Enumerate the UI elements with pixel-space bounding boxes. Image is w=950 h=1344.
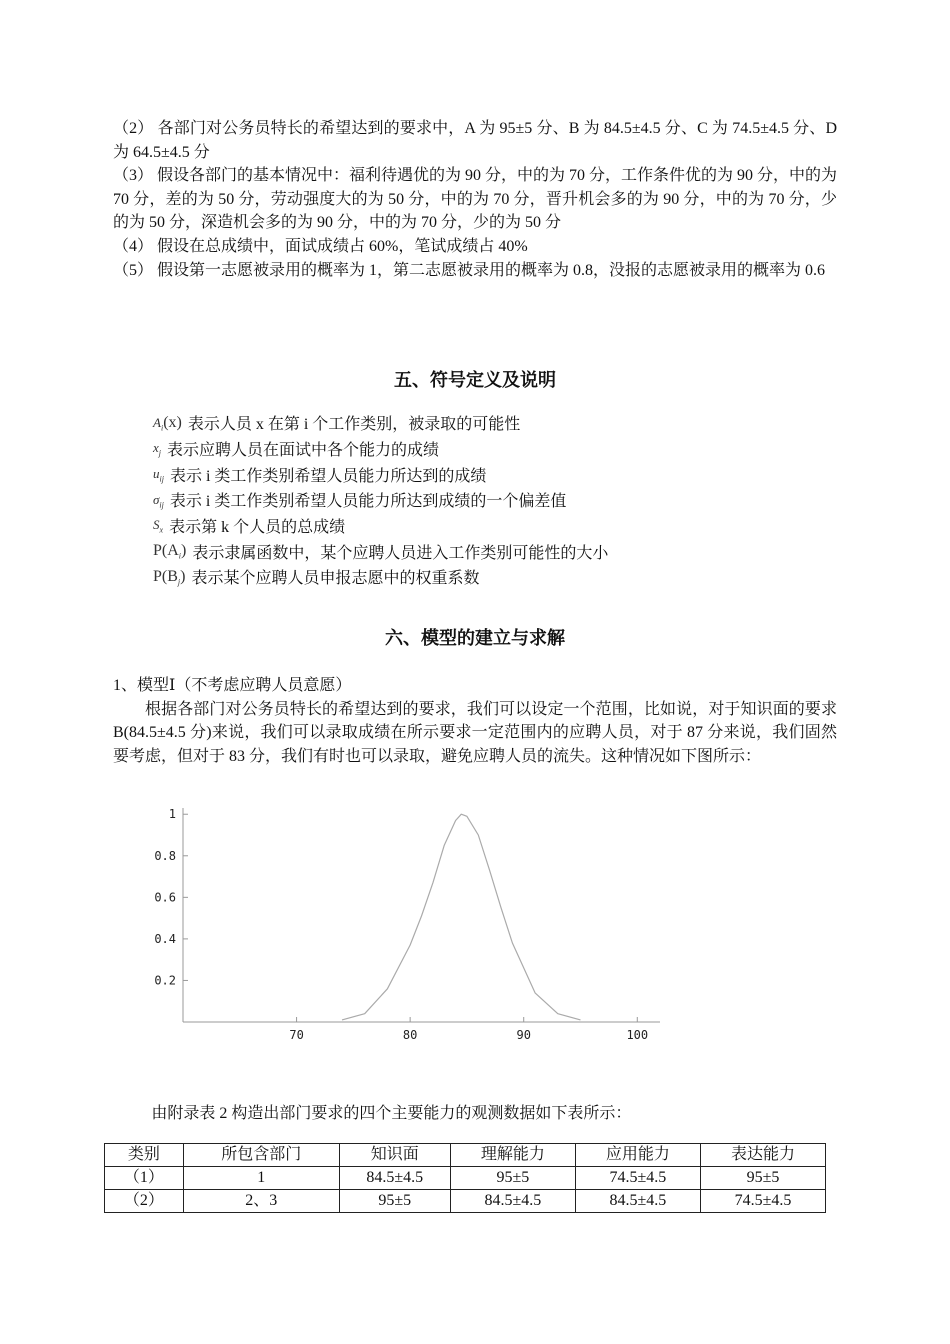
table-cell: 95±5	[700, 1167, 825, 1190]
table-cell: （2）	[105, 1190, 184, 1213]
symbol-notation: $x_j$	[153, 440, 162, 458]
symbol-row	[153, 538, 793, 564]
table-cell: 95±5	[339, 1190, 450, 1213]
symbol-notation: $P(A_i)$	[153, 541, 187, 561]
symbol-description: 表示 i 类工作类别希望人员能力所达到的成绩	[169, 467, 487, 485]
assumptions-block	[113, 117, 837, 282]
symbol-notation: $P(B_j)$	[153, 567, 186, 587]
y-tick-label: 0.8	[154, 848, 176, 863]
table-cell: 84.5±4.5	[450, 1190, 575, 1213]
table-cell: 2、3	[183, 1190, 339, 1213]
observation-table	[104, 1143, 826, 1213]
table-cell: 74.5±4.5	[700, 1190, 825, 1213]
table-cell: 74.5±4.5	[575, 1167, 700, 1190]
symbol-list	[153, 410, 793, 590]
assumption-4: （4） 假设在总成绩中，面试成绩占 60%，笔试成绩占 40%	[113, 237, 528, 255]
symbol-description: 表示某个应聘人员申报志愿中的权重系数	[191, 570, 480, 588]
symbol-description: 表示第 k 个人员的总成绩	[169, 519, 346, 537]
symbol-description: 表示 i 类工作类别希望人员能力所达到成绩的一个偏差值	[169, 493, 567, 511]
table-header-cell: 理解能力	[450, 1144, 575, 1167]
membership-curve	[342, 814, 581, 1020]
symbol-row	[153, 564, 793, 590]
y-tick-label: 0.2	[154, 973, 176, 988]
table-header-cell: 所包含部门	[183, 1144, 339, 1167]
table-cell: 95±5	[450, 1167, 575, 1190]
symbol-row	[153, 487, 793, 513]
symbol-description: 表示隶属函数中，某个应聘人员进入工作类别可能性的大小	[192, 544, 609, 562]
y-tick-label: 0.4	[154, 931, 176, 946]
x-tick-label: 100	[626, 1028, 649, 1042]
table-row	[105, 1190, 826, 1213]
x-tick-label: 70	[289, 1028, 304, 1042]
table-header-cell: 表达能力	[700, 1144, 825, 1167]
y-tick-label: 0.6	[154, 890, 176, 905]
table-row	[105, 1167, 826, 1190]
membership-chart	[130, 800, 670, 1050]
symbol-description: 表示应聘人员在面试中各个能力的成绩	[167, 442, 440, 460]
assumption-5: （5） 假设第一志愿被录用的概率为 1，第二志愿被录用的概率为 0.8，没报的志愿被录用的概率为 0.6	[113, 261, 826, 279]
table-intro: 由附录表 2 构造出部门要求的四个主要能力的观测数据如下表所示：	[151, 1105, 632, 1122]
symbol-notation: $A_i(x)$	[153, 413, 182, 433]
model-body: 根据各部门对公务员特长的希望达到的要求，我们可以设定一个范围，比如说，对于知识面的要求 B(84.5±4.5 分)来说，我们可以录取成绩在所示要求一定范围内的应聘人员，对于 87 分来说，我们固然要考虑，但对于 83 分，我们有时也可以录取，避免应聘人员的流失。这种情况如下图所示：	[113, 700, 837, 765]
table-body	[105, 1167, 826, 1213]
symbol-description: 表示人员 x 在第 i 个工作类别，被录取的可能性	[187, 416, 521, 434]
model-block	[113, 674, 837, 768]
y-tick-label: 1	[168, 807, 176, 822]
table-header-cell: 知识面	[339, 1144, 450, 1167]
table-cell: （1）	[105, 1167, 184, 1190]
assumption-3: （3） 假设各部门的基本情况中：福利待遇优的为 90 分，中的为 70 分，工作条件优的为 90 分，中的为 70 分，差的为 50 分，劳动强度大的为 50 分，中的为 70 分，晋升机会多的为 90 分，中的为 70 分，少的为 50 分，深造机会多的为 90 分，中的为 70 分，少的为 50 分	[113, 167, 838, 232]
assumption-2: （2） 各部门对公务员特长的希望达到的要求中，A 为 95±5 分、B 为 84.5±4.5 分、C 为 74.5±4.5 分、D 为 64.5±4.5 分	[113, 120, 837, 161]
symbol-row	[153, 461, 793, 487]
model-title: 1、模型Ⅰ（不考虑应聘人员意愿）	[113, 677, 352, 694]
symbol-row	[153, 513, 793, 539]
symbol-notation: $S_x$	[153, 517, 164, 535]
section-5-heading: 五、符号定义及说明	[394, 370, 556, 391]
table-header-cell: 类别	[105, 1144, 184, 1167]
symbol-row	[153, 410, 793, 436]
symbol-notation: $u_{ij}$	[153, 465, 164, 484]
symbol-row	[153, 436, 793, 462]
table-header-cell: 应用能力	[575, 1144, 700, 1167]
table-cell: 84.5±4.5	[575, 1190, 700, 1213]
symbol-notation: $\sigma_{ij}$	[153, 491, 164, 510]
table-cell: 84.5±4.5	[339, 1167, 450, 1190]
x-tick-label: 90	[516, 1028, 531, 1042]
chart-plot-area	[154, 807, 660, 1042]
table-header-row	[105, 1144, 826, 1167]
table-cell: 1	[183, 1167, 339, 1190]
x-tick-label: 80	[402, 1028, 418, 1042]
section-6-heading: 六、模型的建立与求解	[385, 628, 565, 649]
